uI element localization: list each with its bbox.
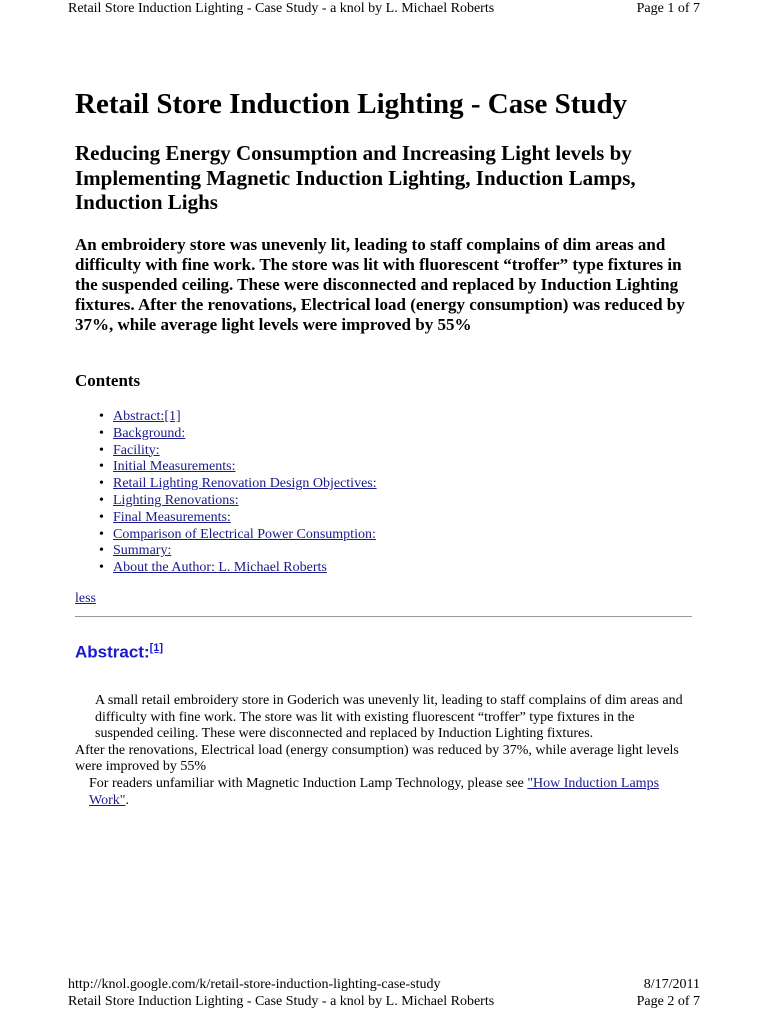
toc-link-summary[interactable]: Summary: (113, 543, 172, 559)
abstract-heading-text: Abstract: (75, 642, 150, 662)
how-induction-lamps-work-link[interactable]: "How Induction Lamps Work" (89, 775, 660, 808)
abstract-paragraph-2: After the renovations, Electrical load (energy consumption) was reduced by 37%, while average light levels were improved by 55% (75, 742, 679, 775)
toc-item (75, 560, 377, 577)
toc-link-power-comparison[interactable]: Comparison of Electrical Power Consumption: (113, 526, 376, 542)
toc-link-lighting-renovations[interactable]: Lighting Renovations: (113, 492, 239, 508)
toc-link-design-objectives[interactable]: Retail Lighting Renovation Design Objectives: (113, 476, 377, 492)
contents-heading: Contents (75, 371, 141, 390)
toc-item (75, 527, 377, 544)
footer-url: http://knol.google.com/k/retail-store-induction-lighting-case-study (68, 977, 441, 992)
toc-item (75, 543, 377, 560)
section-divider (75, 616, 692, 617)
abstract-paragraph-1: A small retail embroidery store in Goderich was unevenly lit, leading to staff complains of dim areas and difficulty with fine work. The store was lit with existing fluorescent “troffer” type fixtures in the suspended ceiling. These were disconnected and replaced by Induction Lighting fixtures. (95, 693, 683, 742)
abstract-paragraph-3 (75, 776, 695, 809)
toc-item (75, 476, 377, 493)
table-of-contents (75, 409, 377, 577)
toc-item (75, 510, 377, 527)
summary-paragraph: An embroidery store was unevenly lit, leading to staff complains of dim areas and difficulty with fine work. The store was lit with fluorescent “troffer” type fixtures in the suspended ceiling. These were disconnected and replaced by Induction Lighting fixtures. After the renovations, Electrical load (energy consumption) was reduced by 37%, while average light levels were improved by 55% (75, 235, 685, 334)
page-title: Retail Store Induction Lighting - Case Study (75, 88, 628, 120)
toc-link-abstract[interactable]: Abstract:[1] (113, 409, 181, 424)
toc-link-initial-measurements[interactable]: Initial Measurements: (113, 459, 236, 475)
toc-link-about-author[interactable]: About the Author: L. Michael Roberts (113, 560, 327, 576)
toc-item (75, 409, 377, 426)
abstract-heading (75, 637, 163, 664)
abstract-paragraph-3-text: For readers unfamiliar with Magnetic Induction Lamp Technology, please see (89, 775, 528, 791)
toc-link-facility[interactable]: Facility: (113, 442, 160, 458)
abstract-paragraph-3-end: . (125, 792, 129, 808)
footnote-link[interactable]: [1] (149, 642, 164, 654)
toc-item (75, 493, 377, 510)
header-doc-title: Retail Store Induction Lighting - Case Study - a knol by L. Michael Roberts (68, 1, 495, 16)
toc-item (75, 426, 377, 443)
footer-doc-title: Retail Store Induction Lighting - Case Study - a knol by L. Michael Roberts (68, 994, 495, 1009)
toc-link-final-measurements[interactable]: Final Measurements: (113, 509, 231, 525)
toc-item (75, 443, 377, 460)
toc-link-background[interactable]: Background: (113, 425, 186, 441)
footer-page-number: Page 2 of 7 (636, 994, 700, 1009)
less-link[interactable]: less (75, 591, 96, 606)
abstract-body (75, 693, 695, 809)
header-page-number: Page 1 of 7 (636, 1, 700, 16)
page-subtitle: Reducing Energy Consumption and Increasing Light levels by Implementing Magnetic Induction Lighting, Induction Lamps, Induction Lighs (75, 141, 636, 214)
footer-date: 8/17/2011 (643, 977, 700, 992)
toc-item (75, 459, 377, 476)
abstract-footnote (150, 642, 163, 654)
